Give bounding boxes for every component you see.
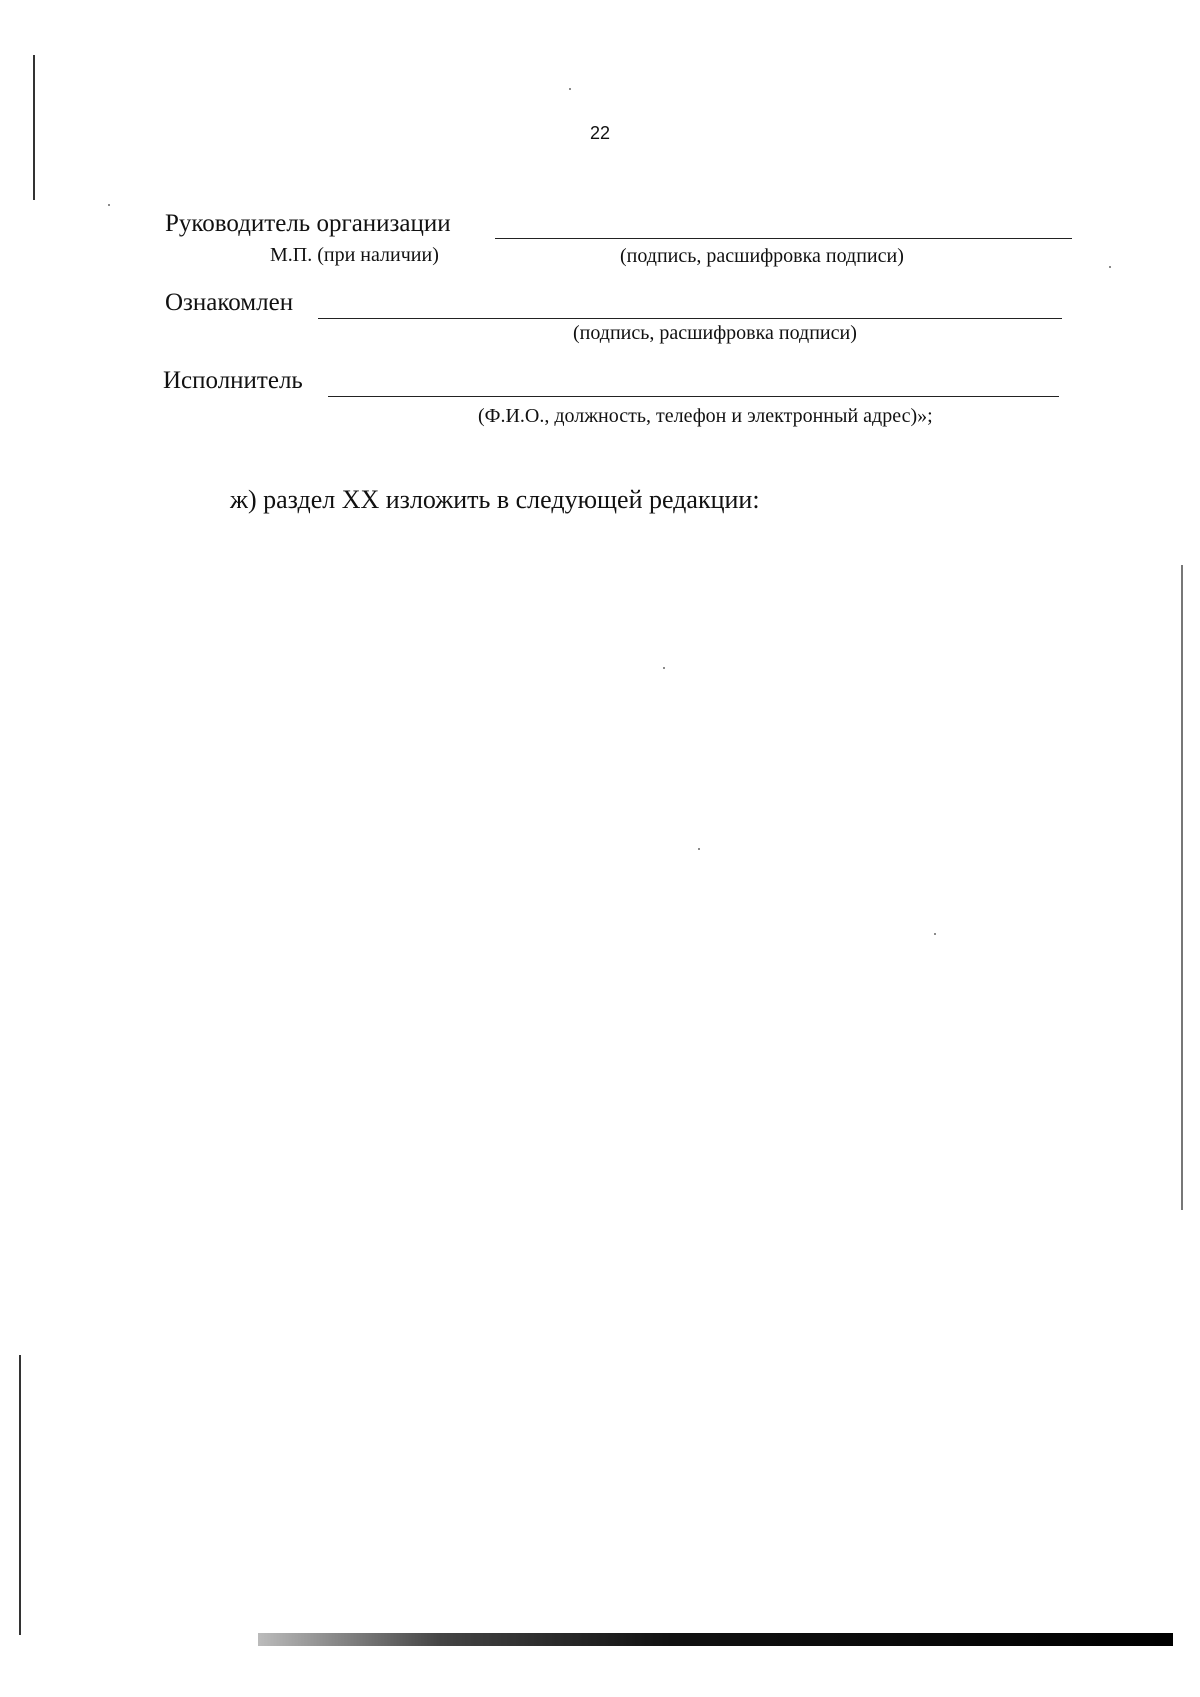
- scan-speck: [663, 667, 665, 669]
- bottom-scan-rule: [258, 1633, 1173, 1646]
- amendment-paragraph: ж) раздел XX изложить в следующей редакции:: [230, 485, 760, 514]
- signature-label-executor: Исполнитель: [163, 367, 303, 394]
- signature-caption-head-of-organization: (подпись, расшифровка подписи): [620, 245, 904, 267]
- signature-caption-executor: (Ф.И.О., должность, телефон и электронный адрес)»;: [478, 405, 933, 427]
- stamp-caption: М.П. (при наличии): [270, 244, 439, 266]
- signature-caption-acknowledged: (подпись, расшифровка подписи): [573, 322, 857, 344]
- signature-line-head-of-organization[interactable]: [495, 238, 1072, 239]
- signature-label-head-of-organization: Руководитель организации: [165, 210, 451, 237]
- page-number: 22: [589, 123, 611, 143]
- signature-label-acknowledged: Ознакомлен: [165, 289, 294, 316]
- scan-edge-mark-bottom-left: [19, 1355, 21, 1635]
- scan-speck: [108, 204, 110, 206]
- scan-speck: [698, 848, 700, 850]
- scan-edge-mark-right: [1181, 565, 1183, 1210]
- scan-edge-mark-top-left: [33, 55, 35, 200]
- signature-line-executor[interactable]: [328, 396, 1059, 397]
- signature-line-acknowledged[interactable]: [318, 318, 1062, 319]
- scan-speck: [1109, 266, 1111, 268]
- scan-speck: [569, 88, 571, 90]
- scan-speck: [934, 933, 936, 935]
